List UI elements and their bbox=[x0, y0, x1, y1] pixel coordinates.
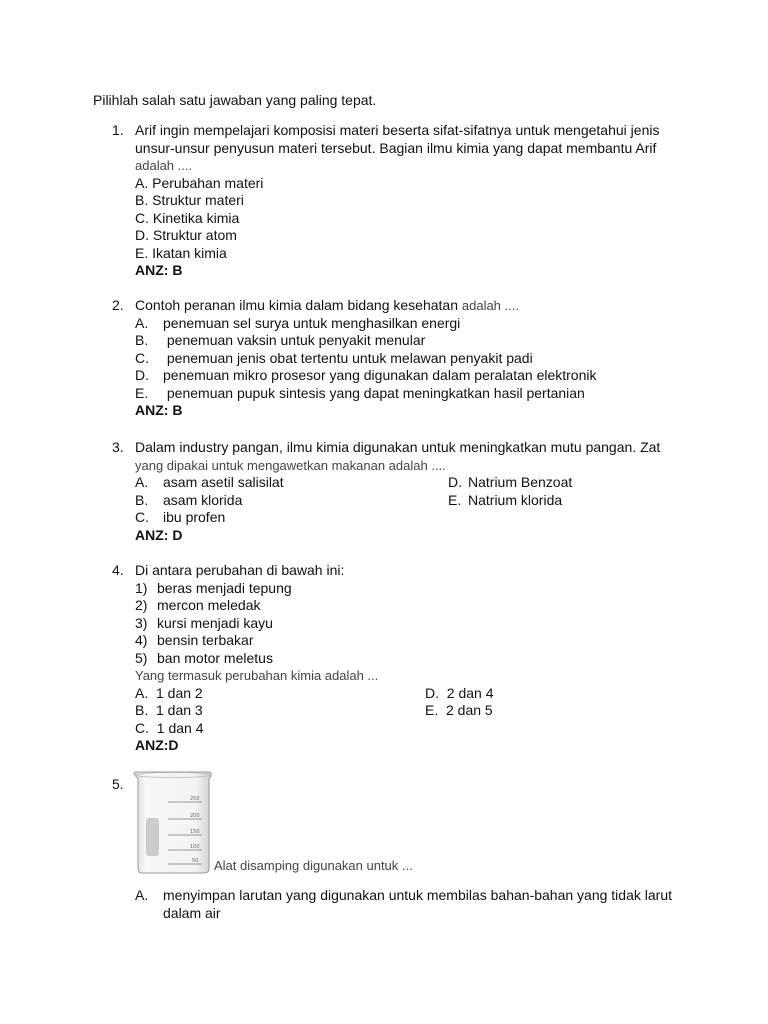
option-d: D. penemuan mikro prosesor yang digunakan dalam peralatan elektronik bbox=[135, 367, 597, 383]
question-stem: Di antara perubahan di bawah ini: bbox=[135, 562, 345, 578]
option-d: D. Natrium Benzoat bbox=[448, 474, 573, 490]
question-stem: Contoh peranan ilmu kimia dalam bidang kesehatan bbox=[135, 297, 462, 313]
option-b: B. asam klorida bbox=[135, 491, 243, 508]
answer-key: ANZ:D bbox=[135, 737, 179, 753]
beaker-mark-50: 50 bbox=[192, 858, 199, 864]
option-d: D. Struktur atom bbox=[135, 227, 237, 243]
beaker-image bbox=[132, 771, 214, 875]
option-c: C. 1 dan 4 bbox=[135, 719, 204, 736]
question-stem: Dalam industry pangan, ilmu kimia digunakan untuk meningkatkan mutu pangan. Zat bbox=[135, 439, 661, 455]
list-item: 1) beras menjadi tepung bbox=[135, 579, 292, 596]
option-b: B. 1 dan 3 bbox=[135, 702, 203, 718]
list-item: 3) kursi menjadi kayu bbox=[135, 614, 273, 631]
instructions: Pilihlah salah satu jawaban yang paling tepat. bbox=[93, 92, 377, 108]
option-b: B. Struktur materi bbox=[135, 192, 244, 208]
question-number: 3. bbox=[112, 439, 124, 455]
document-page: Pilihlah salah satu jawaban yang paling tepat. 1. Arif ingin mempelajari komposisi materi beserta sifat-sifatnya untuk mengetahui jenis unsur-unsur penyusun materi tersebut. Bagian ilmu kimia yang dapat membantu Arif adalah .... A. Perubahan materi B. Struktur materi C. Kinetika kimia D. Struktur atom E. Ikatan kimia ANZ: B 2. Contoh peranan ilmu kimia dalam bidang kesehatan adalah .... A. penemuan sel surya untuk menghasilkan energi B. penemuan vaksin untuk penyakit menular C. penemuan jenis obat tertentu untuk melawan penyakit padi D. penemuan mikro prosesor yang digunakan dalam peralatan elektronik E. penemuan pupuk sintesis yang dapat meningkatkan hasil pertanian ANZ: B 3. Dalam industry pangan, ilmu kimia digunakan untuk meningkatkan mutu pangan. Zat yang dipakai untuk mengawetkan makanan adalah .... A. asam asetil salisilat B. asam klorida C. ibu profen D. Natrium Benzoat E. Natrium klorida ANZ: D 4. Di antara perubahan di bawah ini: 1) beras menjadi tepung 2) mercon meledak 3) kursi menjadi kayu 4) bensin terbakar 5) ban motor meletus Yang termasuk perubahan kimia adalah ... A. 1 dan 2 B. 1 dan 3 C. 1 dan 4 D. 2 dan 4 E. 2 dan 5 ANZ:D 5. 250 200 150 100 50 Alat disamping digunakan untuk ... A. menyimpan larutan yang digunakan untuk membilas bahan-bahan yang tidak larut dalam air bbox=[0, 0, 768, 1024]
answer-key: ANZ: B bbox=[135, 262, 183, 278]
beaker-mark-200: 200 bbox=[190, 813, 200, 819]
option-b: B. penemuan vaksin untuk penyakit menular bbox=[135, 332, 426, 348]
list-item: 2) mercon meledak bbox=[135, 597, 261, 613]
beaker-mark-250: 250 bbox=[190, 796, 200, 802]
answer-key: ANZ: B bbox=[135, 402, 183, 418]
option-e: E. Natrium klorida bbox=[448, 491, 563, 508]
question-4 bbox=[112, 562, 672, 762]
option-a: A. penemuan sel surya untuk menghasilkan energi bbox=[135, 314, 461, 331]
option-c: C. penemuan jenis obat tertentu untuk melawan penyakit padi bbox=[135, 349, 533, 366]
beaker-mark-100: 100 bbox=[190, 844, 200, 850]
question-stem: Arif ingin mempelajari komposisi materi beserta sifat-sifatnya untuk mengetahui jenis bbox=[135, 122, 660, 138]
question-stem: adalah .... bbox=[135, 158, 193, 173]
option-a: A. Perubahan materi bbox=[135, 174, 264, 191]
image-caption: Alat disamping digunakan untuk ... bbox=[214, 858, 413, 873]
question-stem: unsur-unsur penyusun materi tersebut. Bagian ilmu kimia yang dapat membantu Arif bbox=[135, 139, 657, 156]
option-a: A. 1 dan 2 bbox=[135, 684, 203, 701]
option-e: E. Ikatan kimia bbox=[135, 244, 227, 261]
list-item: 5) ban motor meletus bbox=[135, 649, 273, 666]
answer-key: ANZ: D bbox=[135, 526, 183, 543]
question-2 bbox=[112, 297, 672, 422]
list-item: 4) bensin terbakar bbox=[135, 632, 254, 648]
question-number: 4. bbox=[112, 562, 124, 578]
option-d: D. 2 dan 4 bbox=[425, 684, 494, 701]
option-e: E. 2 dan 5 bbox=[425, 702, 493, 718]
question-number: 5. bbox=[112, 776, 124, 792]
question-number: 1. bbox=[112, 122, 124, 138]
option-a: A. asam asetil salisilat bbox=[135, 474, 284, 490]
option-c: C. ibu profen bbox=[135, 509, 226, 525]
question-1 bbox=[112, 122, 672, 282]
question-number: 2. bbox=[112, 297, 124, 313]
question-stem: yang dipakai untuk mengawetkan makanan adalah .... bbox=[135, 457, 446, 473]
question-3 bbox=[112, 439, 672, 544]
question-stem-tail: adalah .... bbox=[461, 298, 519, 313]
option-c: C. Kinetika kimia bbox=[135, 209, 240, 226]
question-prompt: Yang termasuk perubahan kimia adalah ... bbox=[135, 668, 379, 683]
beaker-mark-150: 150 bbox=[190, 829, 200, 835]
option-e: E. penemuan pupuk sintesis yang dapat meningkatkan hasil pertanian bbox=[135, 384, 585, 401]
